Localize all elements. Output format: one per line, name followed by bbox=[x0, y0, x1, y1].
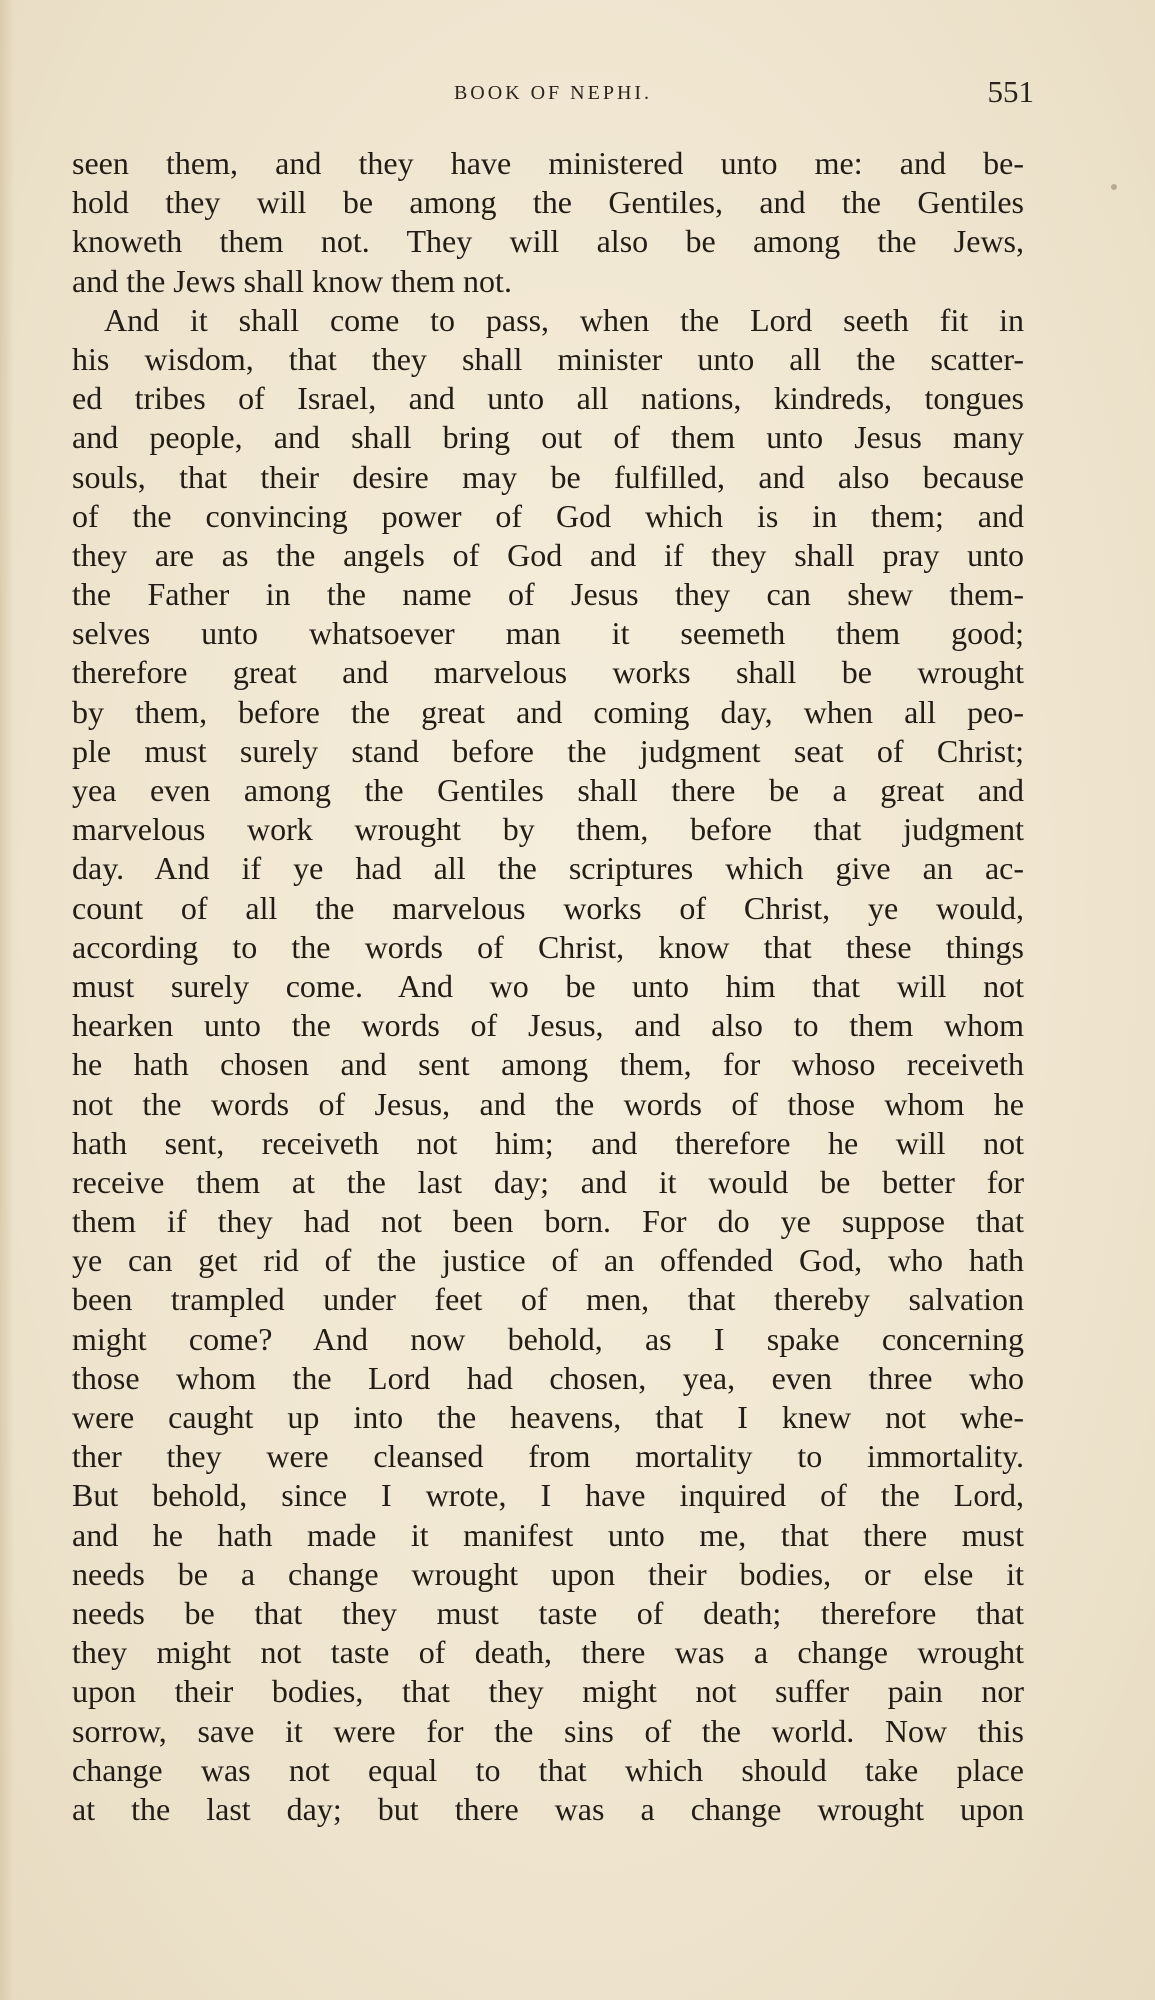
text-line: ple must surely stand before the judgment seat of Christ; bbox=[72, 732, 1024, 769]
text-line: knoweth them not. They will also be among the Jews, bbox=[72, 223, 1024, 260]
page-gutter-shadow bbox=[0, 0, 14, 2000]
text-line: change was not equal to that which should take place bbox=[72, 1751, 1024, 1788]
page-number: 551 bbox=[987, 74, 1034, 109]
text-line: yea even among the Gentiles shall there be a great and bbox=[72, 772, 1024, 808]
running-title: BOOK OF NEPHI. bbox=[453, 82, 653, 104]
text-line: But behold, since I wrote, I have inquired of the Lord, bbox=[72, 1477, 1024, 1514]
text-line: hearken unto the words of Jesus, and also to them whom bbox=[72, 1007, 1024, 1044]
text-line: hold they will be among the Gentiles, and the Gentiles bbox=[72, 184, 1024, 221]
text-line: by them, before the great and coming day, when all peo- bbox=[72, 693, 1024, 730]
text-line: not the words of Jesus, and the words of those whom he bbox=[72, 1085, 1024, 1122]
text-line: he hath chosen and sent among them, for whoso receiveth bbox=[72, 1046, 1024, 1083]
text-line: therefore great and marvelous works shall be wrought bbox=[72, 654, 1024, 691]
text-line: marvelous work wrought by them, before that judgment bbox=[72, 811, 1024, 848]
text-line: ed tribes of Israel, and unto all nations, kindreds, tongues bbox=[72, 380, 1024, 417]
text-line: and the Jews shall know them not. bbox=[72, 262, 512, 299]
text-line: ther they were cleansed from mortality to immortality. bbox=[72, 1438, 1024, 1475]
text-line: selves unto whatsoever man it seemeth them good; bbox=[72, 615, 1024, 652]
text-line: seen them, and they have ministered unto me: and be- bbox=[72, 145, 1024, 181]
text-line: at the last day; but there was a change wrought upon bbox=[72, 1790, 1024, 1827]
paper-speck bbox=[1111, 184, 1117, 190]
text-line: been trampled under feet of men, that thereby salvation bbox=[72, 1281, 1024, 1318]
text-line: and he hath made it manifest unto me, that there must bbox=[72, 1516, 1024, 1553]
text-line: his wisdom, that they shall minister unto all the scatter- bbox=[72, 340, 1024, 377]
text-line: might come? And now behold, as I spake concerning bbox=[72, 1320, 1024, 1357]
text-line: according to the words of Christ, know that these things bbox=[72, 928, 1024, 965]
text-line: day. And if ye had all the scriptures which give an ac- bbox=[72, 850, 1024, 887]
text-line: must surely come. And wo be unto him that will not bbox=[72, 967, 1024, 1004]
body-text bbox=[72, 144, 1024, 1829]
text-line: And it shall come to pass, when the Lord seeth fit in bbox=[104, 301, 1024, 338]
text-line: ye can get rid of the justice of an offended God, who hath bbox=[72, 1242, 1024, 1279]
text-line: needs be a change wrought upon their bodies, or else it bbox=[72, 1555, 1024, 1592]
text-line: those whom the Lord had chosen, yea, even three who bbox=[72, 1359, 1024, 1396]
text-line: them if they had not been born. For do ye suppose that bbox=[72, 1203, 1024, 1240]
text-line: the Father in the name of Jesus they can shew them- bbox=[72, 576, 1024, 613]
text-line: upon their bodies, that they might not suffer pain nor bbox=[72, 1673, 1024, 1710]
running-head bbox=[72, 74, 1034, 110]
text-line: of the convincing power of God which is in them; and bbox=[72, 497, 1024, 534]
text-line: were caught up into the heavens, that I knew not whe- bbox=[72, 1399, 1024, 1435]
text-line: they might not taste of death, there was a change wrought bbox=[72, 1634, 1024, 1671]
text-line: and people, and shall bring out of them unto Jesus many bbox=[72, 419, 1024, 456]
text-line: they are as the angels of God and if they shall pray unto bbox=[72, 536, 1024, 573]
text-line: receive them at the last day; and it would be better for bbox=[72, 1163, 1024, 1200]
text-line: sorrow, save it were for the sins of the world. Now this bbox=[72, 1712, 1024, 1749]
text-line: souls, that their desire may be fulfilled, and also because bbox=[72, 458, 1024, 495]
text-line: count of all the marvelous works of Christ, ye would, bbox=[72, 889, 1024, 926]
text-line: hath sent, receiveth not him; and therefore he will not bbox=[72, 1124, 1024, 1161]
text-line: needs be that they must taste of death; therefore that bbox=[72, 1594, 1024, 1631]
